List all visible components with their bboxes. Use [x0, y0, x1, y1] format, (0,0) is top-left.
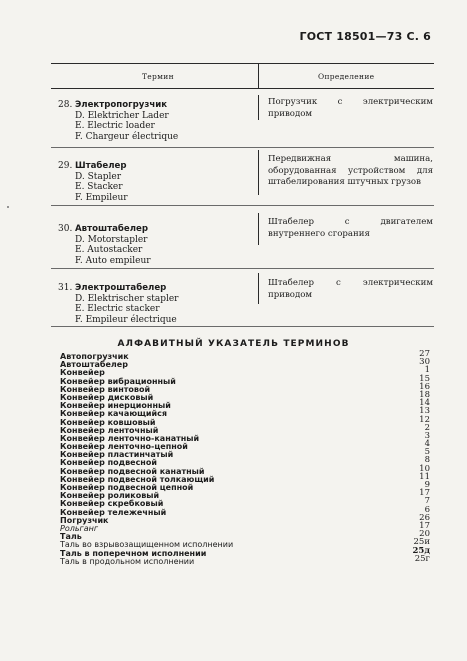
column-header-definition: Определение	[318, 72, 375, 81]
index-term: Конвейер тележечный	[60, 507, 167, 517]
term-definition-30: Штабелер с двигателем внутреннего сгорания	[268, 217, 433, 239]
index-page: 17	[419, 520, 430, 531]
index-page: 6	[424, 504, 430, 515]
index-term: Конвейер качающийся	[60, 409, 168, 419]
index-page: 3	[424, 430, 430, 441]
index-page: 7	[424, 496, 430, 507]
term-translation-en: E. Autostacker	[75, 245, 143, 256]
index-page: 14	[419, 398, 430, 409]
term-translation-en: E. Stacker	[75, 182, 123, 193]
index-page: 27	[419, 349, 430, 359]
table-header-rule	[51, 88, 434, 89]
index-term: Конвейер подвесной толкающий	[60, 474, 215, 484]
term-definition-28: Погрузчик с электрическим приводом	[268, 97, 433, 119]
index-term: Конвейер	[60, 368, 105, 378]
index-term: Конвейер подвесной канатный	[60, 466, 205, 476]
row-divider-30	[258, 213, 259, 245]
index-term: Конвейер вибрационный	[60, 376, 176, 386]
index-page: 30	[419, 357, 430, 368]
term-translation-fr: F. Empileur électrique	[75, 314, 177, 325]
standard-header: ГОСТ 18501—73 С. 6	[299, 30, 431, 43]
row-separator	[51, 205, 434, 206]
term-definition-31: Штабелер с электрическим приводом	[268, 278, 433, 300]
index-term: Конвейер пластинчатый	[60, 450, 174, 460]
index-term: Таль в продольном исполнении	[60, 556, 195, 566]
column-header-term: Термин	[142, 72, 174, 81]
term-russian: Электропогрузчик	[75, 100, 168, 110]
scan-speck	[7, 206, 9, 208]
term-translation-de: D. Motorstapler	[75, 234, 148, 245]
row-divider-28	[258, 95, 259, 120]
index-title: АЛФАВИТНЫЙ УКАЗАТЕЛЬ ТЕРМИНОВ	[117, 339, 350, 349]
term-definition-29: Передвижная машина, оборудованная устройством для штабелирования штучных грузов	[268, 154, 433, 187]
index-page: 15	[419, 373, 430, 384]
term-number: 30.	[58, 224, 73, 234]
index-page: 4	[424, 439, 430, 450]
index-term: Конвейер дисковый	[60, 392, 154, 402]
term-entry-30	[58, 224, 151, 266]
term-number: 28.	[58, 100, 73, 110]
term-number: 29.	[58, 161, 73, 171]
index-term: Таль в поперечном исполнении	[60, 548, 207, 558]
index-term: Конвейер роликовый	[60, 491, 160, 501]
index-term: Погрузчик	[60, 515, 109, 525]
row-divider-29	[258, 150, 259, 195]
row-separator	[51, 147, 434, 148]
row-divider-31	[258, 273, 259, 304]
index-page: 8	[424, 455, 430, 466]
index-page: 16	[419, 381, 430, 392]
term-translation-fr: F. Auto empileur	[75, 255, 151, 266]
index-term: Автопогрузчик	[60, 352, 129, 361]
index-page: 25г	[414, 553, 430, 564]
term-translation-fr: F. Empileur	[75, 192, 128, 203]
index-term: Конвейер ковшовый	[60, 417, 156, 427]
term-number: 31.	[58, 283, 73, 293]
index-page: 1	[424, 365, 430, 376]
index-term: Конвейер ленточно-канатный	[60, 433, 200, 443]
term-translation-en: E. Electric loader	[75, 121, 155, 132]
term-entry-29	[58, 161, 128, 203]
table-bottom-rule	[51, 326, 434, 327]
index-page: 10	[419, 463, 430, 474]
index-page: 18	[419, 389, 430, 400]
index-page: 20	[419, 529, 430, 540]
index-page: 9	[424, 480, 430, 490]
term-translation-de: D. Stapler	[75, 171, 122, 182]
term-translation-en: E. Electric stacker	[75, 304, 160, 315]
index-term: Конвейер винтовой	[60, 384, 151, 394]
term-translation-de: D. Elektricher Lader	[75, 110, 169, 121]
index-page: 2	[424, 422, 430, 433]
term-translation-de: D. Elektrischer stapler	[75, 293, 179, 304]
row-separator	[51, 268, 434, 269]
term-entry-28	[58, 100, 178, 142]
index-term: Рольганг	[60, 523, 99, 533]
index-term: Конвейер ленточный	[60, 425, 159, 435]
term-translation-fr: F. Chargeur électrique	[75, 131, 179, 142]
index-term: Конвейер подвесной цепной	[60, 483, 194, 492]
index-page: 25и	[413, 537, 430, 548]
index-term: Автоштабелер	[60, 360, 128, 370]
term-russian: Штабелер	[75, 161, 127, 171]
index-page: 25д	[412, 545, 430, 556]
index-term: Конвейер ленточно-цепной	[60, 442, 188, 452]
term-russian: Автоштабелер	[75, 224, 148, 234]
index-page: 5	[424, 447, 430, 458]
index-term: Конвейер скребковый	[60, 499, 164, 509]
index-term: Таль	[60, 532, 82, 542]
index-page: 17	[419, 488, 430, 499]
table-top-rule	[51, 63, 434, 64]
index-page: 13	[419, 406, 430, 417]
list-item	[60, 357, 432, 370]
index-page: 26	[419, 512, 430, 523]
index-page: 12	[419, 414, 430, 425]
index-term: Конвейер инерционный	[60, 401, 171, 411]
index-page: 11	[419, 471, 430, 482]
index-list	[60, 349, 432, 566]
index-term: Таль во взрывозащищенном исполнении	[60, 540, 234, 550]
table-column-divider	[258, 63, 259, 88]
term-entry-31	[58, 283, 178, 325]
index-term: Конвейер подвесной	[60, 458, 157, 468]
term-russian: Электроштабелер	[75, 283, 167, 293]
